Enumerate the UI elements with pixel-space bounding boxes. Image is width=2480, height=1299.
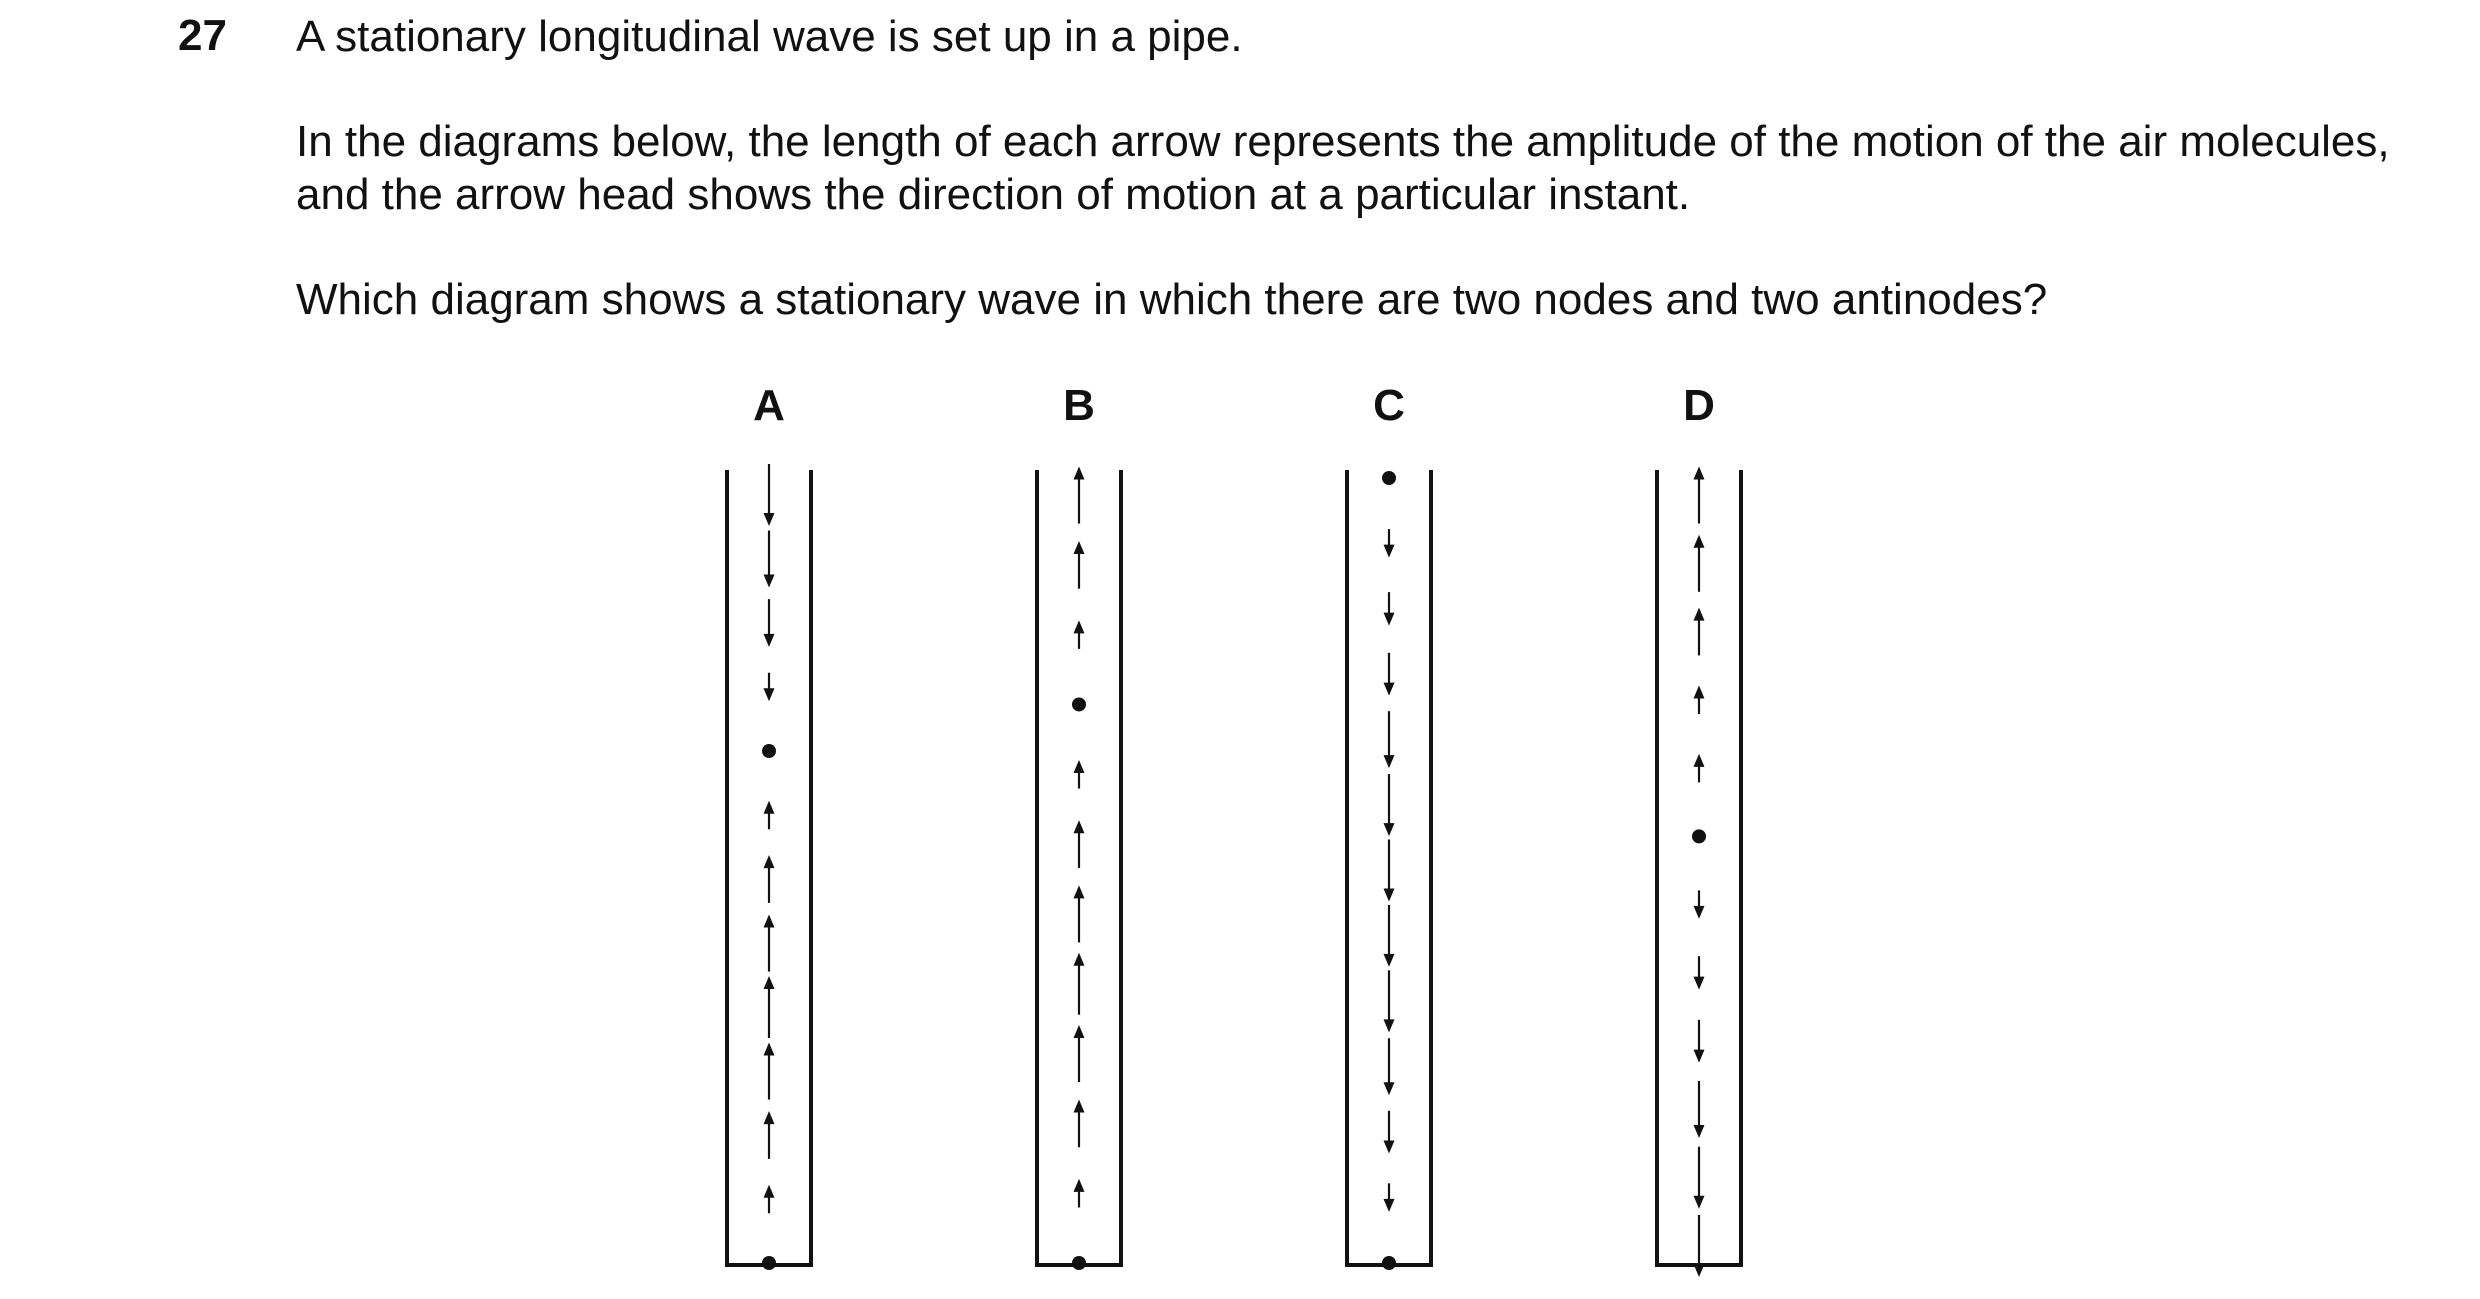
arrow-down: [1384, 592, 1395, 625]
arrow-head: [1074, 466, 1085, 479]
option-label-c[interactable]: C: [1373, 381, 1405, 430]
arrow-down: [1384, 711, 1395, 768]
arrow-down: [1384, 840, 1395, 902]
arrow-down: [1384, 970, 1395, 1032]
arrow-down: [1694, 956, 1705, 989]
arrow-head: [1694, 466, 1705, 479]
arrow-up: [1074, 885, 1085, 942]
option-label-b[interactable]: B: [1063, 381, 1095, 430]
option-label-a[interactable]: A: [753, 381, 785, 430]
question-stem: A stationary longitudinal wave is set up in a pipe.: [296, 12, 1243, 61]
arrow-up: [1694, 535, 1705, 592]
node-dot: [1382, 471, 1396, 485]
arrow-head: [764, 801, 775, 814]
arrow-head: [1074, 1025, 1085, 1038]
arrow-head: [764, 914, 775, 927]
arrow-head: [1694, 1050, 1705, 1063]
arrow-up: [764, 1111, 775, 1159]
arrow-head: [1074, 1179, 1085, 1192]
arrow-head: [1384, 1082, 1395, 1095]
pipe-diagram-c: [1345, 470, 1433, 1270]
arrow-head: [1384, 1199, 1395, 1212]
arrow-head: [1384, 613, 1395, 626]
arrow-up: [764, 801, 775, 830]
question-prompt: Which diagram shows a stationary wave in which there are two nodes and two antinodes?: [296, 275, 2048, 324]
arrow-head: [1694, 1196, 1705, 1209]
question-info: In the diagrams below, the length of each arrow represents the amplitude of the motion of the air molecules, and the arrow head shows the direction of motion at a particular instant.: [296, 117, 2390, 219]
arrow-head: [1384, 545, 1395, 558]
arrow-up: [1074, 620, 1085, 649]
arrow-head: [1074, 1099, 1085, 1112]
arrow-up: [1074, 1025, 1085, 1082]
arrow-head: [1694, 608, 1705, 621]
arrow-head: [764, 634, 775, 647]
arrow-down: [1384, 905, 1395, 967]
arrow-head: [1074, 953, 1085, 966]
arrow-down: [1384, 1111, 1395, 1154]
arrow-up: [764, 1042, 775, 1099]
arrow-head: [1384, 755, 1395, 768]
arrow-up: [764, 914, 775, 971]
arrow-head: [764, 1111, 775, 1124]
arrow-up: [1074, 466, 1085, 523]
pipe-diagram-b: [1035, 466, 1123, 1270]
arrow-up: [1074, 1179, 1085, 1208]
arrow-head: [1694, 1264, 1705, 1277]
arrow-up: [1074, 820, 1085, 868]
arrow-down: [1384, 529, 1395, 558]
pipe-diagram-d: [1655, 466, 1743, 1277]
arrow-down: [764, 599, 775, 647]
arrow-down: [1384, 1038, 1395, 1095]
arrow-head: [764, 1042, 775, 1055]
node-dot: [762, 1256, 776, 1270]
arrow-head: [1384, 1019, 1395, 1032]
arrow-down: [764, 530, 775, 587]
arrow-head: [1074, 620, 1085, 633]
arrow-head: [764, 688, 775, 701]
arrow-head: [1694, 1125, 1705, 1138]
node-dot: [1072, 1256, 1086, 1270]
arrow-up: [764, 855, 775, 903]
arrow-head: [1694, 535, 1705, 548]
arrow-down: [1694, 890, 1705, 919]
arrow-head: [1384, 683, 1395, 696]
arrow-head: [1694, 754, 1705, 767]
arrow-up: [764, 976, 775, 1038]
arrow-head: [1074, 541, 1085, 554]
arrow-down: [764, 464, 775, 526]
arrow-head: [764, 976, 775, 989]
arrow-up: [1694, 686, 1705, 715]
arrow-head: [1384, 823, 1395, 836]
arrow-down: [1694, 1081, 1705, 1138]
pipe-diagram-a: [725, 464, 813, 1270]
node-dot: [1692, 829, 1706, 843]
arrow-down: [1694, 1147, 1705, 1209]
arrow-head: [1074, 760, 1085, 773]
arrow-head: [1694, 906, 1705, 919]
node-dot: [1382, 1256, 1396, 1270]
arrow-down: [764, 673, 775, 702]
arrow-up: [1074, 541, 1085, 589]
arrow-head: [764, 1185, 775, 1198]
arrow-down: [1384, 653, 1395, 696]
arrow-up: [1074, 1099, 1085, 1147]
arrow-head: [764, 513, 775, 526]
arrow-head: [1074, 820, 1085, 833]
arrow-up: [1074, 760, 1085, 789]
arrow-up: [1694, 608, 1705, 656]
arrow-up: [1074, 953, 1085, 1015]
node-dot: [762, 744, 776, 758]
arrow-head: [764, 575, 775, 588]
question-number: 27: [178, 11, 227, 60]
arrow-up: [764, 1185, 775, 1214]
arrow-up: [1694, 754, 1705, 783]
node-dot: [1072, 697, 1086, 711]
arrow-down: [1694, 1020, 1705, 1063]
option-label-d[interactable]: D: [1683, 381, 1715, 430]
arrow-head: [1694, 686, 1705, 699]
arrow-head: [1384, 954, 1395, 967]
arrow-head: [764, 855, 775, 868]
arrow-head: [1384, 889, 1395, 902]
arrow-down: [1384, 774, 1395, 836]
arrow-down: [1694, 1215, 1705, 1277]
arrow-head: [1694, 977, 1705, 990]
arrow-head: [1384, 1141, 1395, 1154]
arrow-down: [1384, 1183, 1395, 1212]
arrow-head: [1074, 885, 1085, 898]
arrow-up: [1694, 466, 1705, 523]
